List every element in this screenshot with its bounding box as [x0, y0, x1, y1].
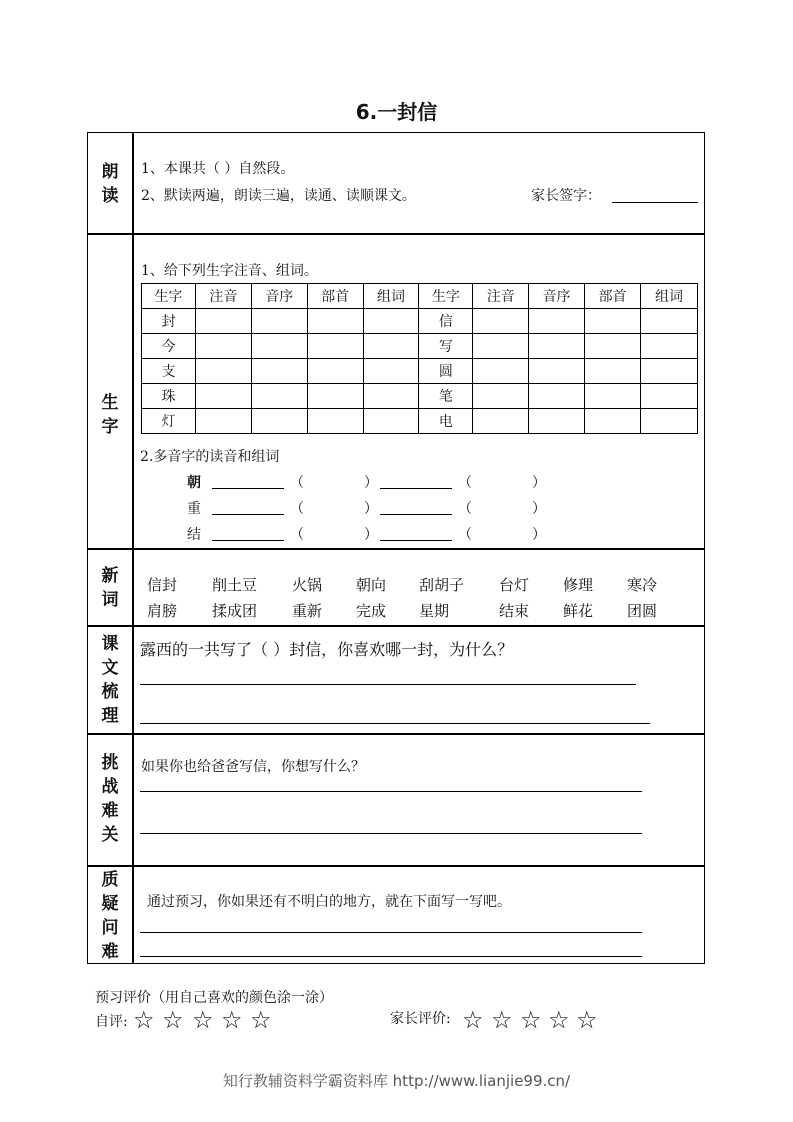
row-divider	[87, 548, 705, 550]
paren-open: （	[458, 501, 472, 517]
char-cell: 珠	[142, 384, 196, 409]
blank-cell[interactable]	[585, 359, 641, 384]
blank-cell[interactable]	[585, 309, 641, 334]
paren-close: ）	[364, 475, 378, 491]
blank-cell[interactable]	[363, 384, 419, 409]
answer-line[interactable]	[212, 488, 284, 489]
char-cell: 信	[419, 309, 473, 334]
word-item: 肩膀	[147, 602, 178, 620]
polyphone-char: 重	[187, 501, 201, 517]
polyphone-char: 结	[187, 527, 201, 543]
star-icon[interactable]: ☆	[162, 1006, 184, 1034]
word-item: 团圆	[627, 602, 658, 620]
star-icon[interactable]: ☆	[576, 1006, 598, 1034]
word-item: 信封	[147, 576, 178, 594]
paren-open: （	[290, 527, 304, 543]
star-icon[interactable]: ☆	[250, 1006, 272, 1034]
answer-line[interactable]	[140, 932, 642, 933]
word-item: 刮胡子	[419, 576, 465, 594]
blank-cell[interactable]	[307, 384, 363, 409]
blank-cell[interactable]	[363, 309, 419, 334]
star-icon[interactable]: ☆	[548, 1006, 570, 1034]
column-header: 部首	[585, 284, 641, 309]
table-row	[142, 384, 698, 409]
char-cell: 写	[419, 334, 473, 359]
questions-prompt: 通过预习，你如果还有不明白的地方，就在下面写一写吧。	[147, 894, 511, 910]
row-divider	[87, 233, 705, 235]
chars-table	[141, 283, 698, 434]
blank-cell[interactable]	[251, 384, 307, 409]
word-item: 修理	[563, 576, 594, 594]
paren-open: （	[458, 527, 472, 543]
blank-cell[interactable]	[307, 309, 363, 334]
answer-line[interactable]	[212, 540, 284, 541]
blank-cell[interactable]	[473, 359, 529, 384]
blank-cell[interactable]	[585, 384, 641, 409]
answer-line[interactable]	[140, 723, 650, 724]
reading-line-2: 2、默读两遍，朗读三遍，读通、读顺课文。	[141, 188, 416, 204]
evaluation-title: 预习评价（用自己喜欢的颜色涂一涂）	[95, 990, 333, 1006]
blank-cell[interactable]	[195, 384, 251, 409]
questions-heading: 质 疑 问 难	[101, 870, 119, 962]
blank-cell[interactable]	[529, 334, 585, 359]
char-cell: 封	[142, 309, 196, 334]
word-item: 寒冷	[627, 576, 658, 594]
answer-line[interactable]	[380, 488, 452, 489]
char-cell: 圆	[419, 359, 473, 384]
column-header: 组词	[363, 284, 419, 309]
outline-heading: 课 文 梳 理	[101, 634, 119, 726]
paren-open: （	[290, 501, 304, 517]
chars-instruction: 1、给下列生字注音、组词。	[141, 263, 318, 279]
column-header: 部首	[307, 284, 363, 309]
blank-cell[interactable]	[251, 359, 307, 384]
star-icon[interactable]: ☆	[192, 1006, 214, 1034]
parent-sign-label: 家长签字：	[531, 188, 601, 204]
blank-cell[interactable]	[473, 309, 529, 334]
answer-line[interactable]	[380, 540, 452, 541]
char-cell: 灯	[142, 409, 196, 434]
parent-eval-label: 家长评价:	[390, 1011, 451, 1027]
star-icon[interactable]: ☆	[520, 1006, 542, 1034]
column-header: 注音	[473, 284, 529, 309]
column-header: 音序	[251, 284, 307, 309]
row-divider	[87, 733, 705, 735]
parent-sign-line[interactable]	[612, 202, 698, 203]
word-item: 星期	[419, 602, 450, 620]
blank-cell[interactable]	[473, 384, 529, 409]
table-row	[142, 334, 698, 359]
word-item: 鲜花	[563, 602, 594, 620]
answer-line[interactable]	[140, 684, 636, 685]
blank-cell[interactable]	[195, 309, 251, 334]
answer-line[interactable]	[140, 833, 642, 834]
paren-close: ）	[364, 501, 378, 517]
column-header: 生字	[419, 284, 473, 309]
paren-close: ）	[532, 501, 546, 517]
blank-cell[interactable]	[529, 309, 585, 334]
paren-close: ）	[532, 475, 546, 491]
row-divider	[87, 625, 705, 627]
blank-cell[interactable]	[529, 384, 585, 409]
char-cell: 电	[419, 409, 473, 434]
paren-close: ）	[532, 527, 546, 543]
row-divider	[87, 865, 705, 867]
star-icon[interactable]: ☆	[133, 1006, 155, 1034]
paren-open: （	[290, 475, 304, 491]
word-item: 朝向	[356, 576, 387, 594]
blank-cell[interactable]	[529, 359, 585, 384]
blank-cell[interactable]	[195, 359, 251, 384]
column-header: 组词	[641, 284, 698, 309]
blank-cell[interactable]	[307, 334, 363, 359]
blank-cell[interactable]	[251, 309, 307, 334]
blank-cell[interactable]	[585, 409, 641, 434]
word-item: 重新	[292, 602, 323, 620]
blank-cell[interactable]	[195, 409, 251, 434]
chars-heading: 生 字	[101, 393, 119, 437]
blank-cell[interactable]	[307, 409, 363, 434]
star-icon[interactable]: ☆	[221, 1006, 243, 1034]
blank-cell[interactable]	[641, 359, 698, 384]
table-row	[142, 409, 698, 434]
blank-cell[interactable]	[195, 334, 251, 359]
page-title: 6.一封信	[355, 100, 438, 124]
blank-cell[interactable]	[641, 334, 698, 359]
challenge-question: 如果你也给爸爸写信，你想写什么？	[141, 759, 365, 775]
answer-line[interactable]	[380, 514, 452, 515]
paren-open: （	[458, 475, 472, 491]
word-item: 火锅	[292, 576, 323, 594]
self-eval-label: 自评:	[95, 1014, 128, 1030]
blank-cell[interactable]	[585, 334, 641, 359]
char-cell: 今	[142, 334, 196, 359]
blank-cell[interactable]	[473, 334, 529, 359]
word-item: 削土豆	[212, 576, 258, 594]
blank-cell[interactable]	[473, 409, 529, 434]
blank-cell[interactable]	[641, 309, 698, 334]
star-icon[interactable]: ☆	[462, 1006, 484, 1034]
challenge-heading: 挑 战 难 关	[101, 753, 119, 845]
polyphone-title: 2.多音字的读音和组词	[140, 449, 280, 465]
blank-cell[interactable]	[251, 409, 307, 434]
table-header-row	[142, 284, 698, 309]
table-row	[142, 309, 698, 334]
blank-cell[interactable]	[251, 334, 307, 359]
polyphone-char: 朝	[187, 475, 201, 491]
reading-heading: 朗 读	[101, 162, 119, 206]
blank-cell[interactable]	[641, 409, 698, 434]
table-row	[142, 359, 698, 384]
word-item: 结束	[499, 602, 530, 620]
blank-cell[interactable]	[363, 334, 419, 359]
blank-cell[interactable]	[307, 359, 363, 384]
char-cell: 笔	[419, 384, 473, 409]
answer-line[interactable]	[212, 514, 284, 515]
blank-cell[interactable]	[529, 409, 585, 434]
footer-watermark: 知行教辅资料学霸资料库 http://www.lianjie99.cn/	[222, 1072, 571, 1090]
column-header: 生字	[142, 284, 196, 309]
char-cell: 支	[142, 359, 196, 384]
paren-close: ）	[364, 527, 378, 543]
column-header: 音序	[529, 284, 585, 309]
answer-line[interactable]	[140, 956, 642, 957]
star-icon[interactable]: ☆	[491, 1006, 513, 1034]
answer-line[interactable]	[140, 791, 642, 792]
word-item: 揉成团	[212, 602, 258, 620]
blank-cell[interactable]	[363, 359, 419, 384]
word-item: 台灯	[499, 576, 530, 594]
blank-cell[interactable]	[363, 409, 419, 434]
column-header: 注音	[195, 284, 251, 309]
word-item: 完成	[356, 602, 387, 620]
reading-line-1: 1、本课共（ ）自然段。	[141, 161, 295, 177]
blank-cell[interactable]	[641, 384, 698, 409]
new-words-heading: 新 词	[101, 566, 119, 610]
outline-question: 露西的一共写了（ ）封信，你喜欢哪一封，为什么？	[140, 640, 514, 659]
